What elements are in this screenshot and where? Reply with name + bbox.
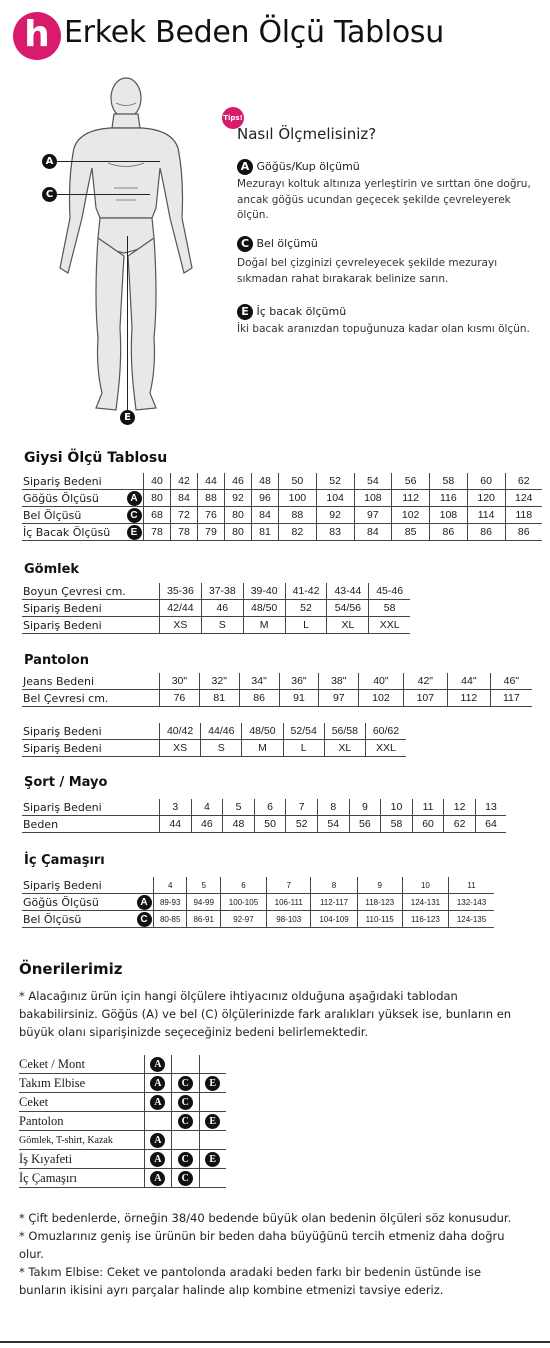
pantolon-section-title: Pantolon [24,653,89,668]
oneriler-notes [19,1209,529,1299]
table-row [22,690,532,707]
recommendation-table [19,1055,226,1188]
sort-section-title: Şort / Mayo [24,775,108,790]
recommendation-cell [199,1055,226,1074]
table-row [22,911,494,928]
table-cell: 42" [403,673,447,690]
table-cell: 48/50 [242,723,283,740]
row-label: Bel Ölçüsü [22,911,135,928]
marker-a-icon: A [150,1152,165,1167]
table-cell: 35-36 [160,583,202,600]
table-cell: 104 [316,490,354,507]
table-cell: 5 [187,877,220,894]
table-cell: 46 [191,816,223,833]
table-cell: 8 [317,799,349,816]
table-cell: 79 [198,524,225,541]
row-marker-cell [125,490,144,507]
row-marker-cell [125,473,144,490]
recommendation-label: Pantolon [19,1112,144,1131]
row-marker-cell [125,507,144,524]
table-cell: 5 [223,799,255,816]
recommendation-cell [144,1169,171,1188]
recommendation-cell [172,1131,199,1150]
marker-c-icon: C [178,1171,193,1186]
table-cell: 106-111 [267,894,311,911]
table-cell: 9 [349,799,381,816]
marker-a-icon: A [150,1133,165,1148]
table-cell: M [242,740,283,757]
howto-item-inseam-label: E İç bacak ölçümü [237,304,346,320]
recommendation-cell [172,1169,199,1188]
table-cell: 86 [505,524,542,541]
table-cell: 97 [319,690,359,707]
table-cell: 114 [467,507,505,524]
table-cell: 64 [475,816,506,833]
recommendation-cell [172,1150,199,1169]
table-cell: 3 [160,799,192,816]
table-row [22,816,506,833]
table-row [22,524,542,541]
row-label: Sipariş Bedeni [22,600,160,617]
recommendation-cell [144,1150,171,1169]
table-row [22,507,542,524]
table-cell: XL [327,617,369,634]
row-marker-cell [135,877,154,894]
recommendation-cell [199,1131,226,1150]
table-cell: 78 [171,524,198,541]
row-label: Göğüs Ölçüsü [22,490,125,507]
table-cell: 96 [252,490,279,507]
recommendation-cell [199,1169,226,1188]
marker-c-icon: C [178,1076,193,1091]
recommendation-label: İş Kıyafeti [19,1150,144,1169]
table-cell: XL [324,740,365,757]
table-cell: 46 [225,473,252,490]
table-cell: 84 [252,507,279,524]
table-cell: 80-85 [154,911,187,928]
table-cell: XS [160,617,202,634]
table-cell: 80 [225,524,252,541]
marker-c-icon: C [237,236,253,252]
row-marker-cell [125,524,144,541]
giysi-section-title: Giysi Ölçü Tablosu [24,450,168,466]
table-cell: 89-93 [154,894,187,911]
recommendation-cell [172,1074,199,1093]
howto-item-inseam-text: İki bacak aranızdan topuğunuza kadar olan kısmı ölçün. [237,323,530,335]
table-cell: 30" [160,673,200,690]
table-cell: S [201,740,242,757]
table-cell: 58 [430,473,468,490]
table-cell: 100-105 [220,894,266,911]
table-cell: 86 [467,524,505,541]
table-cell: 104-109 [311,911,357,928]
ic-size-table [22,877,494,928]
table-cell: 46 [201,600,243,617]
recommendation-cell [172,1055,199,1074]
table-cell: 36" [279,673,319,690]
recommendation-cell [144,1093,171,1112]
table-cell: 48 [252,473,279,490]
table-cell: 42/44 [160,600,202,617]
row-label: Jeans Bedeni [22,673,160,690]
table-row [22,583,410,600]
table-cell: 52 [285,600,327,617]
marker-a-icon: A [150,1171,165,1186]
note-item: * Takım Elbise: Ceket ve pantolonda aradaki beden farkı bir bedenin üstünde ise bunların ikisini ayrı parçalar halinde alıp kombine etmenizi tavsiye ederiz. [19,1265,482,1297]
table-cell: 58 [369,600,410,617]
table-cell: 97 [354,507,392,524]
table-row [22,877,494,894]
table-cell: 56/58 [324,723,365,740]
table-cell: M [243,617,285,634]
tips-badge: Tips! [222,107,244,129]
pantolon-jeans-table [22,673,532,707]
waist-measure-line [56,194,150,195]
recommendation-row [19,1112,226,1131]
row-label: İç Bacak Ölçüsü [22,524,125,541]
recommendation-cell [144,1055,171,1074]
table-cell: 7 [286,799,318,816]
table-cell: 80 [144,490,171,507]
table-cell: 54 [317,816,349,833]
oneriler-intro: * Alacağınız ürün için hangi ölçülere ihtiyacınız olduğuna aşağıdaki tablodan bakabilirsiniz. Göğüs (A) ve bel (C) ölçülerinizde fark aralıkları yüksek ise, bunların en büyük olanı siparişinizde seçeceğiniz bedeni belirlemektedir. [19,989,512,1039]
howto-item-chest-text: Mezurayı koltuk altınıza yerleştirin ve sırttan öne doğru, ancak göğüs ucundan geçecek şekilde çevreleyerek ölçün. [237,178,531,221]
marker-a-icon: A [137,895,152,910]
table-cell: 4 [191,799,223,816]
recommendation-row [19,1074,226,1093]
sort-size-table [22,799,506,833]
table-cell: 81 [199,690,239,707]
marker-e-icon: E [205,1152,220,1167]
marker-c-icon: C [127,508,142,523]
recommendation-cell [172,1093,199,1112]
table-cell: 132-143 [449,894,495,911]
table-cell: 6 [220,877,266,894]
table-cell: 118 [505,507,542,524]
table-cell: 10 [381,799,413,816]
table-cell: 102 [359,690,403,707]
table-cell: 91 [279,690,319,707]
table-cell: 56 [349,816,381,833]
table-cell: 116 [430,490,468,507]
table-cell: 76 [198,507,225,524]
recommendation-cell [199,1093,226,1112]
table-cell: 92 [225,490,252,507]
howto-title: Nasıl Ölçmelisiniz? [237,125,377,143]
table-cell: 76 [160,690,200,707]
table-cell: 56 [392,473,430,490]
marker-c-icon: C [178,1152,193,1167]
recommendation-cell [144,1131,171,1150]
recommendation-cell [199,1150,226,1169]
table-cell: 58 [381,816,413,833]
table-cell: 40/42 [160,723,201,740]
marker-a-icon: A [127,491,142,506]
table-cell: 86-91 [187,911,220,928]
note-item: * Omuzlarınız geniş ise ürünün bir beden daha büyüğünü tercih etmeniz daha doğru olur. [19,1229,505,1261]
table-cell: 92 [316,507,354,524]
recommendation-cell [199,1112,226,1131]
table-cell: 110-115 [357,911,402,928]
table-cell: 45-46 [369,583,410,600]
table-cell: 4 [154,877,187,894]
table-cell: S [201,617,243,634]
table-cell: 44/46 [201,723,242,740]
table-cell: 9 [357,877,402,894]
gomlek-section-title: Gömlek [24,562,80,577]
table-cell: 124-131 [402,894,448,911]
table-cell: 50 [279,473,317,490]
table-cell: 7 [267,877,311,894]
table-cell: 54/56 [327,600,369,617]
table-cell: 80 [225,507,252,524]
brand-logo: h [13,12,61,60]
row-label: Göğüs Ölçüsü [22,894,135,911]
table-cell: 86 [239,690,279,707]
table-cell: 98-103 [267,911,311,928]
table-cell: 94-99 [187,894,220,911]
recommendation-label: Gömlek, T-shirt, Kazak [19,1131,144,1150]
table-cell: 37-38 [201,583,243,600]
row-label: Sipariş Bedeni [22,617,160,634]
recommendation-label: Takım Elbise [19,1074,144,1093]
inseam-measure-line [127,236,128,410]
table-cell: 32" [199,673,239,690]
recommendation-row [19,1150,226,1169]
body-figure-illustration [40,68,225,428]
table-cell: 50 [254,816,286,833]
table-cell: 38" [319,673,359,690]
table-cell: 84 [354,524,392,541]
table-cell: 120 [467,490,505,507]
table-row [22,617,410,634]
recommendation-label: Ceket [19,1093,144,1112]
row-label: Bel Ölçüsü [22,507,125,524]
table-row [22,799,506,816]
marker-a-icon: A [150,1076,165,1091]
table-row [22,673,532,690]
pantolon-order-table [22,723,406,757]
table-cell: 107 [403,690,447,707]
row-label: Boyun Çevresi cm. [22,583,160,600]
recommendation-label: İç Çamaşırı [19,1169,144,1188]
row-label: Sipariş Bedeni [22,740,160,757]
recommendation-row [19,1055,226,1074]
table-cell: 112 [448,690,491,707]
table-cell: 100 [279,490,317,507]
table-cell: XXL [369,617,410,634]
table-cell: 8 [311,877,357,894]
table-cell: 48/50 [243,600,285,617]
table-cell: 41-42 [285,583,327,600]
table-cell: 40 [144,473,171,490]
marker-a-icon: A [150,1057,165,1072]
table-cell: 42 [171,473,198,490]
row-label: Sipariş Bedeni [22,799,160,816]
table-row [22,600,410,617]
recommendation-cell [144,1074,171,1093]
table-cell: XXL [365,740,406,757]
table-cell: 40" [359,673,403,690]
table-cell: 34" [239,673,279,690]
table-cell: L [283,740,324,757]
table-cell: 82 [279,524,317,541]
row-label: Sipariş Bedeni [22,473,125,490]
table-cell: 86 [430,524,468,541]
table-cell: 62 [444,816,476,833]
table-cell: 54 [354,473,392,490]
table-cell: 48 [223,816,255,833]
table-cell: 72 [171,507,198,524]
table-cell: XS [160,740,201,757]
recommendation-cell [172,1112,199,1131]
giysi-size-table [22,473,542,541]
oneriler-section-title: Önerilerimiz [19,960,123,978]
row-marker-cell [135,894,154,911]
row-label: Sipariş Bedeni [22,877,135,894]
row-label: Sipariş Bedeni [22,723,160,740]
table-cell: 78 [144,524,171,541]
recommendation-row [19,1093,226,1112]
table-cell: 108 [354,490,392,507]
table-row [22,490,542,507]
table-row [22,740,406,757]
table-cell: 124-135 [449,911,495,928]
table-cell: 84 [171,490,198,507]
table-cell: 46" [490,673,532,690]
ic-section-title: İç Çamaşırı [24,853,105,868]
table-cell: 52 [316,473,354,490]
marker-e-icon: E [120,410,135,425]
table-cell: 60/62 [365,723,406,740]
note-item: * Çift bedenlerde, örneğin 38/40 bedende büyük olan bedenin ölçüleri söz konusudur. [19,1211,512,1225]
table-row [22,894,494,911]
marker-a-icon: A [150,1095,165,1110]
marker-e-icon: E [127,525,142,540]
table-cell: 44" [448,673,491,690]
table-cell: 117 [490,690,532,707]
table-cell: 83 [316,524,354,541]
table-cell: 112 [392,490,430,507]
table-cell: 116-123 [402,911,448,928]
howto-item-waist-text: Doğal bel çizginizi çevreleyecek şekilde mezurayı sıkmadan rahat bırakarak belinize sarın. [237,257,498,285]
table-cell: 13 [475,799,506,816]
marker-e-icon: E [205,1114,220,1129]
table-cell: 88 [198,490,225,507]
table-cell: 39-40 [243,583,285,600]
row-label: Beden [22,816,160,833]
marker-c-icon: C [178,1095,193,1110]
recommendation-row [19,1131,226,1150]
table-cell: 112-117 [311,894,357,911]
table-cell: 52 [286,816,318,833]
table-cell: L [285,617,327,634]
table-cell: 52/54 [283,723,324,740]
table-cell: 68 [144,507,171,524]
table-cell: 12 [444,799,476,816]
table-cell: 10 [402,877,448,894]
table-cell: 11 [449,877,495,894]
marker-e-icon: E [205,1076,220,1091]
table-cell: 60 [467,473,505,490]
table-cell: 88 [279,507,317,524]
table-cell: 108 [430,507,468,524]
marker-c-icon: C [178,1114,193,1129]
table-cell: 6 [254,799,286,816]
table-cell: 81 [252,524,279,541]
howto-item-waist-label: C Bel ölçümü [237,236,318,252]
marker-c-icon: C [137,912,152,927]
gomlek-size-table [22,583,410,634]
marker-c-icon: C [42,187,57,202]
table-cell: 85 [392,524,430,541]
table-cell: 43-44 [327,583,369,600]
marker-e-icon: E [237,304,253,320]
marker-a-icon: A [237,159,253,175]
howto-item-chest-label: A Göğüs/Kup ölçümü [237,159,360,175]
table-cell: 60 [412,816,444,833]
table-cell: 102 [392,507,430,524]
row-label: Bel Çevresi cm. [22,690,160,707]
table-cell: 124 [505,490,542,507]
page-title: Erkek Beden Ölçü Tablosu [64,15,444,50]
row-marker-cell [135,911,154,928]
table-cell: 11 [412,799,444,816]
marker-a-icon: A [42,154,57,169]
chest-measure-line [56,161,160,162]
table-cell: 62 [505,473,542,490]
table-cell: 44 [198,473,225,490]
recommendation-cell [199,1074,226,1093]
recommendation-label: Ceket / Mont [19,1055,144,1074]
table-cell: 92-97 [220,911,266,928]
recommendation-cell [144,1112,171,1131]
table-row [22,723,406,740]
table-cell: 118-123 [357,894,402,911]
recommendation-row [19,1169,226,1188]
table-row [22,473,542,490]
table-cell: 44 [160,816,192,833]
bottom-divider [0,1341,550,1343]
